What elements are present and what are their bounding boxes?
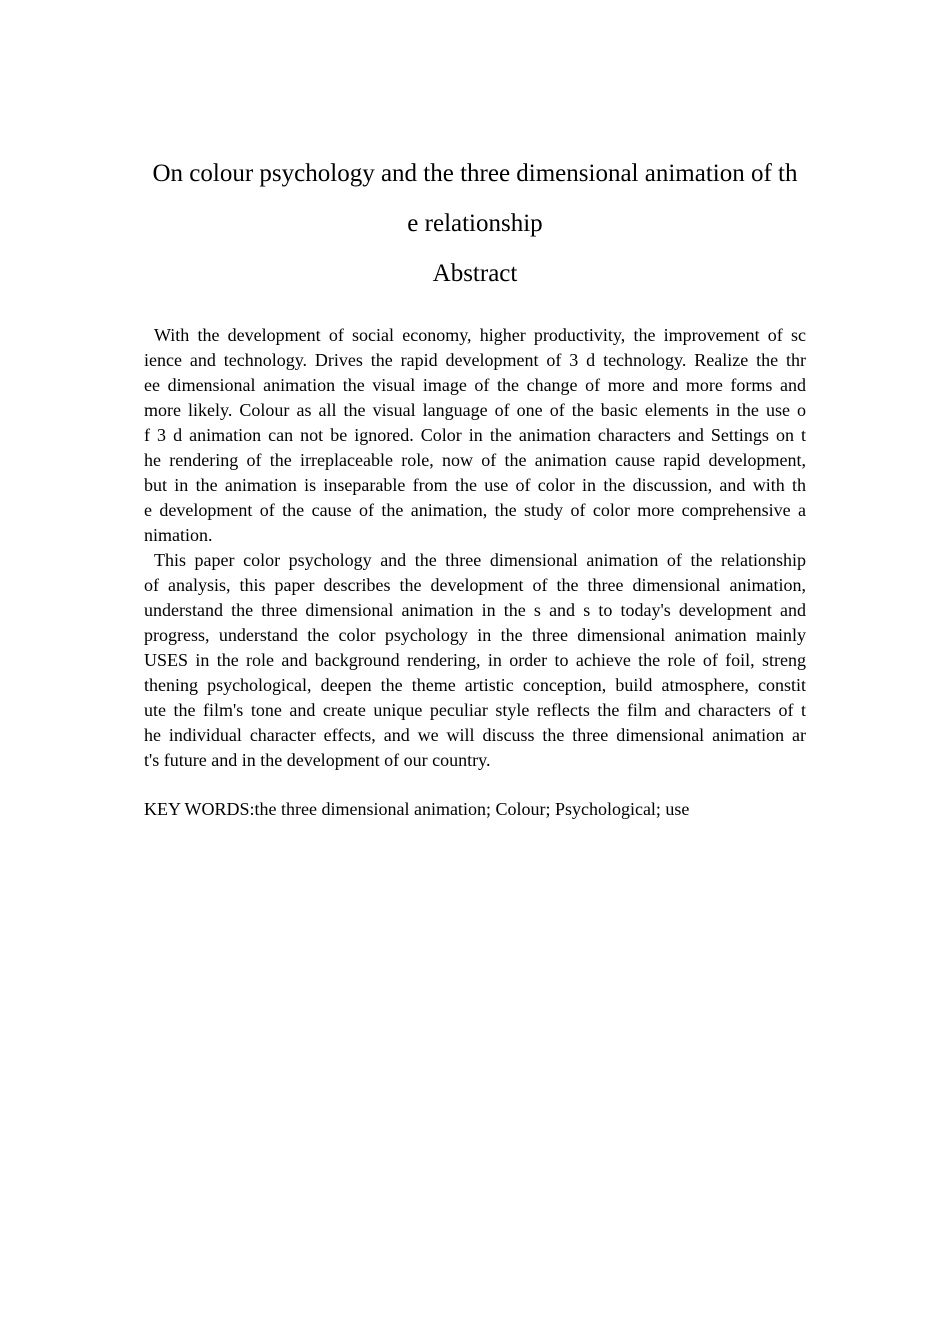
title-line-2: e relationship <box>407 210 543 237</box>
paragraph-2-line: thening psychological, deepen the theme artistic conception, build atmosphere, constit <box>144 675 806 695</box>
paragraph-1-line: ee dimensional animation the visual image of the change of more and more forms and <box>144 375 806 395</box>
paragraph-2-line: understand the three dimensional animation in the s and s to today's development and <box>144 600 806 620</box>
paragraph-1-line: he rendering of the irreplaceable role, now of the animation cause rapid development, <box>144 450 806 470</box>
title-line-1: On colour psychology and the three dimensional animation of th <box>152 160 798 187</box>
paragraph-1-line: With the development of social economy, higher productivity, the improvement of sc <box>154 325 806 345</box>
paragraph-2-line: progress, understand the color psychology in the three dimensional animation mainly <box>144 625 806 645</box>
paragraph-2-line: he individual character effects, and we will discuss the three dimensional animation ar <box>144 725 806 745</box>
paragraph-2-line: ute the film's tone and create unique peculiar style reflects the film and characters of t <box>144 700 806 720</box>
paragraph-2-line: of analysis, this paper describes the development of the three dimensional animation, <box>144 575 806 595</box>
paragraph-1-line: more likely. Colour as all the visual language of one of the basic elements in the use o <box>144 400 806 420</box>
paragraph-1-line: f 3 d animation can not be ignored. Color in the animation characters and Settings on t <box>144 425 806 445</box>
paragraph-1-line: ience and technology. Drives the rapid development of 3 d technology. Realize the thr <box>144 350 806 370</box>
paragraph-2-line: USES in the role and background rendering, in order to achieve the role of foil, streng <box>144 650 806 670</box>
paragraph-2-line: t's future and in the development of our country. <box>144 750 491 770</box>
paragraph-1-line: e development of the cause of the animation, the study of color more comprehensive a <box>144 500 806 520</box>
paragraph-1-line: nimation. <box>144 525 213 545</box>
paragraph-1-line: but in the animation is inseparable from the use of color in the discussion, and with th <box>144 475 806 495</box>
paragraph-2-line: This paper color psychology and the three dimensional animation of the relationship <box>154 550 806 570</box>
keywords-line: KEY WORDS:the three dimensional animation; Colour; Psychological; use <box>144 799 690 819</box>
abstract-heading: Abstract <box>432 260 518 287</box>
